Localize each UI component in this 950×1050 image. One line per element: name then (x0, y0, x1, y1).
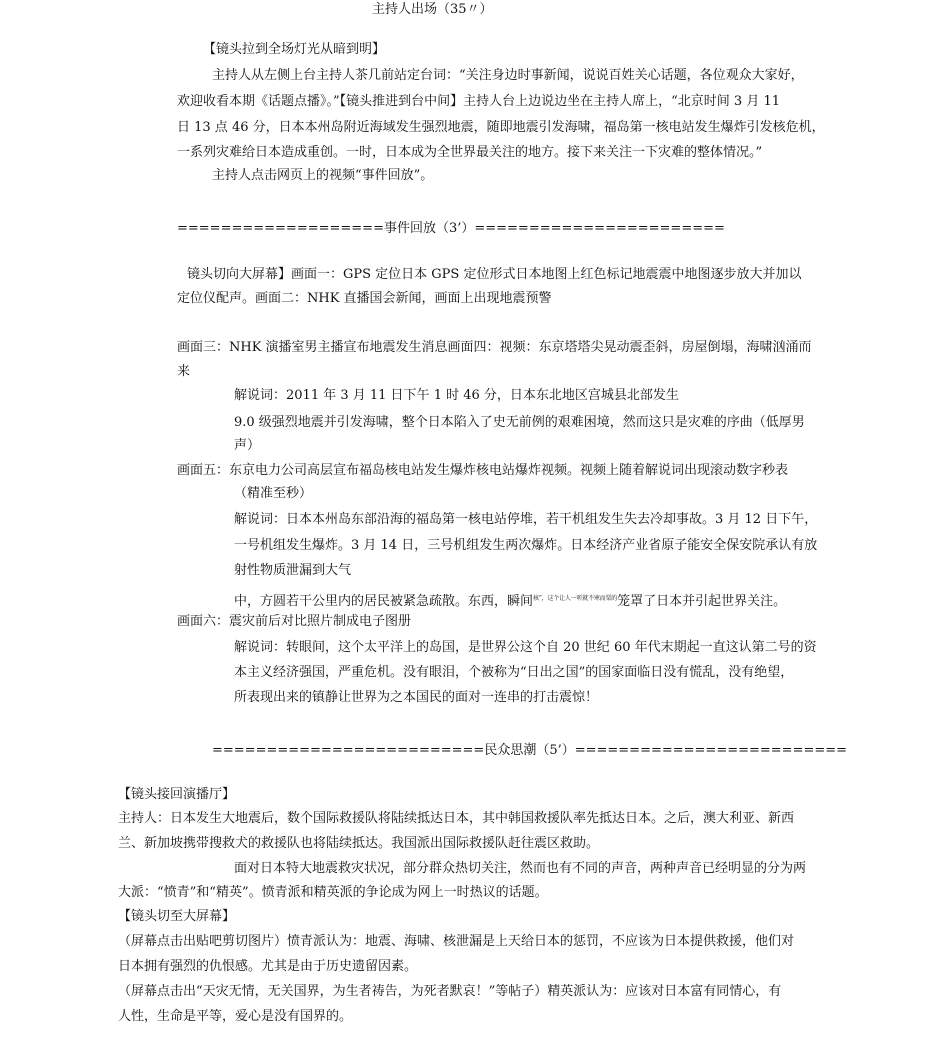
camera-cue-screen: 【镜头切至大屏幕】 (118, 909, 236, 924)
fenqing-line-2: 日本拥有强烈的仇恨感。尤其是由于历史遗留因素。 (118, 959, 418, 974)
narration-2-line-1: 解说词：日本本州岛东部沿海的福岛第一核电站停堆，若干机组发生失去冷却事故。3 月 12 日下午， (234, 512, 818, 527)
host-line-1: 主持人：日本发生大地震后，数个国际救援队将陆续抵达日本，其中韩国救援队率先抵达日本。之后，澳大利亚、新西 (118, 811, 795, 826)
screen-5-line-2: （精准至秒） (234, 486, 313, 501)
narration-1-line-3: 声） (234, 438, 261, 453)
jingying-line-1: （屏幕点击出“天灾无情，无关国界，为生者祷告，为死者默哀！”等帖子）精英派认为：应该对日本富有同情心，有 (118, 984, 782, 999)
host-line-2: 兰、新加坡携带搜救犬的救援队也将陆续抵达。我国派出国际救援队赶往震区救助。 (118, 836, 600, 851)
host-intro-line-4: 一系列灾难给日本造成重创。一时，日本成为全世界最关注的地方。接下来关注一下灾难的整体情况。” (177, 145, 763, 160)
page-title: 主持人出场（35〃） (372, 2, 493, 17)
narration-2-line-4a: 中，方圆若干公里内的居民被紧急疏散。东西，瞬间 (234, 594, 534, 609)
section-divider-replay: ===================事件回放（3’）======================= (177, 221, 725, 236)
narration-2-line-4b: 笼罩了日本并引起世界关注。 (617, 594, 787, 609)
host-intro-line-1: 主持人从左侧上台主持人茶几前站定台词：“关注身边时事新闻，说说百姓关心话题，各位观众大家好， (212, 68, 804, 83)
screen-3-4-line-2: 来 (177, 364, 191, 379)
opinion-line-2: 大派：“愤青”和“精英”。愤青派和精英派的争论成为网上一时热议的话题。 (118, 885, 548, 900)
camera-cue-studio: 【镜头接回演播厅】 (118, 787, 236, 802)
screen-6: 画面六：震灾前后对比照片制成电子图册 (177, 614, 412, 629)
jingying-line-2: 人性，生命是平等，爱心是没有国界的。 (118, 1009, 353, 1024)
screen-3-4-line-1: 画面三：NHK 演播室男主播宣布地震发生消息画面四：视频：东京塔塔尖晃动震歪斜，房屋倒塌，海啸汹涌而 (177, 340, 812, 355)
narration-2-inline-small-text: 核”，这个让人一听就不寒而栗的 (533, 595, 618, 602)
fenqing-line-1: （屏幕点击出贴吧剪切图片）愤青派认为：地震、海啸、核泄漏是上天给日本的惩罚，不应该为日本提供救援，他们对 (118, 934, 795, 949)
screen-5-line-1: 画面五：东京电力公司高层宣布福岛核电站发生爆炸核电站爆炸视频。视频上随着解说词出现滚动数字秒表 (177, 463, 789, 478)
host-click-video: 主持人点击网页上的视频“事件回放”。 (212, 168, 434, 183)
host-intro-line-2: 欢迎收看本期《话题点播》。”【镜头推进到台中间】主持人台上边说边坐在主持人席上，“北京时间 3 月 11 (177, 94, 781, 109)
opinion-line-1: 面对日本特大地震救灾状况，部分群众热切关注，然而也有不同的声音，两种声音已经明显的分为两 (234, 861, 807, 876)
narration-3-line-2: 本主义经济强国，严重危机。没有眼泪，个被称为“日出之国”的国家面临日没有慌乱，没有绝望， (234, 665, 794, 680)
screen-1-2-line-2: 定位仪配声。画面二：NHK 直播国会新闻，画面上出现地震预警 (177, 291, 552, 306)
narration-3-line-1: 解说词：转眼间，这个太平洋上的岛国，是世界公这个自 20 世纪 60 年代末期起一直这认第二号的资 (234, 640, 817, 655)
host-intro-line-3: 日 13 点 46 分，日本本州岛附近海域发生强烈地震，随即地震引发海啸，福岛第一核电站发生爆炸引发核危机， (177, 120, 825, 135)
narration-2-line-4 (234, 589, 786, 612)
narration-1-line-2: 9.0 级强烈地震并引发海啸，整个日本陷入了史无前例的艰难困境，然而这只是灾难的序曲（低厚男 (234, 415, 805, 430)
narration-2-line-2: 一号机组发生爆炸。3 月 14 日，三号机组发生两次爆炸。日本经济产业省原子能安全保安院承认有放 (234, 538, 818, 553)
narration-1-line-1: 解说词：2011 年 3 月 11 日下午 1 时 46 分，日本东北地区宫城县北部发生 (234, 388, 679, 403)
camera-cue: 【镜头拉到全场灯光从暗到明】 (203, 42, 386, 57)
narration-3-line-3: 所表现出来的镇静让世界为之本国民的面对一连串的打击震惊！ (234, 690, 599, 705)
section-divider-public-opinion: =========================民众思潮（5’）========================= (212, 743, 848, 758)
narration-2-line-3: 射性物质泄漏到大气 (234, 563, 352, 578)
screen-1-2-line-1: 镜头切向大屏幕】画面一：GPS 定位日本 GPS 定位形式日本地图上红色标记地震震中地图逐步放大并加以 (187, 267, 802, 282)
